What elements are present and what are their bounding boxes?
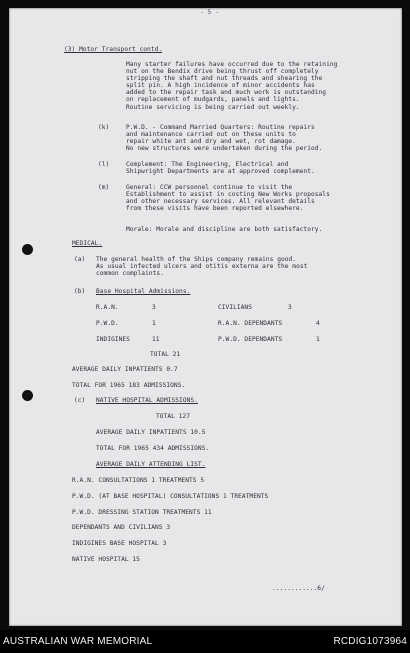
paragraph-line: common complaints. <box>96 270 164 278</box>
paragraph-line: General: CCW personnel continue to visit the <box>126 184 293 191</box>
base-row-right-label: R.A.N. DEPENDANTS <box>218 320 283 327</box>
paragraph-line: stripping the shaft and nut threads and shearing the <box>126 75 323 83</box>
paragraph-line: The general health of the Ships company remains good. <box>96 256 297 263</box>
native-total: TOTAL 127 <box>156 413 190 420</box>
attending-row: R.A.N. CONSULTATIONS 1 TREATMENTS 5 <box>72 477 205 484</box>
base-row-right-value: 4 <box>316 320 320 327</box>
attending-row: INDIGINES BASE HOSPITAL 3 <box>72 540 167 547</box>
paragraph-line: No new structures were undertaken during the period. <box>126 145 323 153</box>
section-heading-motor-transport: (3) Motor Transport contd. <box>64 46 163 53</box>
paragraph-line: from these visits have been reported elsewhere. <box>126 205 304 213</box>
medical-health-paragraph <box>96 256 307 277</box>
paragraph-line: As usual infected ulcers and otitis externa are the most <box>96 263 308 271</box>
base-average-inpatients: AVERAGE DAILY INPATIENTS 0.7 <box>72 366 178 373</box>
item-k-paragraph <box>126 124 322 152</box>
base-row-left-value: 1 <box>152 320 156 327</box>
paragraph-line: and other necessary services. All relevant details <box>126 198 315 206</box>
paragraph-line: P.W.D. - Command Married Quarters: Routine repairs <box>126 124 315 131</box>
archive-footer-bar <box>0 630 410 653</box>
attending-row: DEPENDANTS AND CIVILIANS 3 <box>72 524 171 531</box>
punch-hole-top <box>22 244 33 255</box>
attending-row: P.W.D. DRESSING STATION TREATMENTS 11 <box>72 509 212 516</box>
item-c-marker: (c) <box>74 397 86 404</box>
paragraph-line: Routine servicing is being carried out weekly. <box>126 103 300 111</box>
paragraph-line: Establishment to assist in costing New Works proposals <box>126 191 330 199</box>
attending-row: NATIVE HOSPITAL 15 <box>72 556 140 563</box>
item-m-marker: (m) <box>98 184 110 191</box>
base-row-right-value: 3 <box>288 304 292 311</box>
item-k-marker: (k) <box>98 124 110 131</box>
paragraph-line: on replacement of mudgards, panels and lights. <box>126 96 300 104</box>
base-row-right-value: 1 <box>316 336 320 343</box>
attending-row: P.W.D. (AT BASE HOSPITAL) CONSULTATIONS 1 TREATMENTS <box>72 493 269 500</box>
paragraph-line: nut on the Bendix drive being thrust off completely <box>126 68 319 76</box>
paragraph-line: Complement: The Engineering, Electrical and <box>126 161 289 168</box>
paragraph-line: Shipwright Departments are at approved complement. <box>126 168 315 176</box>
continuation-marker: ............6/ <box>272 585 325 592</box>
item-a-marker: (a) <box>74 256 86 263</box>
morale-line: Morale: Morale and discipline are both satisfactory. <box>126 226 323 233</box>
record-id: RCDIG1073964 <box>333 636 407 647</box>
paragraph-line: Many starter failures have occurred due to the retaining <box>126 61 338 68</box>
base-row-left-label: R.A.N. <box>96 304 119 311</box>
paragraph-line: and maintenance carried out on these units to <box>126 131 296 139</box>
base-row-left-label: P.W.D. <box>96 320 119 327</box>
item-b-marker: (b) <box>74 288 86 295</box>
item-l-paragraph <box>126 161 315 175</box>
punch-hole-bottom <box>22 390 33 401</box>
paragraph-line: split pin. A high incidence of minor accidents has <box>126 82 315 90</box>
section-heading-medical: MEDICAL. <box>72 240 103 247</box>
base-row-right-label: P.W.D. DEPENDANTS <box>218 336 283 343</box>
base-row-left-value: 3 <box>152 304 156 311</box>
paragraph-line: repair white ant and dry and wet, rot damage. <box>126 138 296 146</box>
base-total: TOTAL 21 <box>150 351 181 358</box>
item-l-marker: (l) <box>98 161 110 168</box>
paragraph-line: added to the repair task and much work is outstanding <box>126 89 327 97</box>
base-row-left-value: 11 <box>152 336 160 343</box>
native-average-inpatients: AVERAGE DAILY INPATIENTS 10.5 <box>96 429 206 436</box>
attending-list-heading: AVERAGE DAILY ATTENDING LIST. <box>96 461 206 468</box>
item-m-paragraph <box>126 184 330 212</box>
base-row-left-label: INDIGINES <box>96 336 130 343</box>
base-yearly-total: TOTAL FOR 1965 183 ADMISSIONS. <box>72 382 186 389</box>
base-row-right-label: CIVILIANS <box>218 304 252 311</box>
base-hospital-heading: Base Hospital Admissions. <box>96 288 191 295</box>
page-number: - 5 - <box>200 9 219 16</box>
native-hospital-heading: NATIVE HOSPITAL ADMISSIONS. <box>96 397 198 404</box>
archive-name: AUSTRALIAN WAR MEMORIAL <box>3 636 153 647</box>
motor-transport-paragraph <box>126 61 337 111</box>
native-yearly-total: TOTAL FOR 1965 434 ADMISSIONS. <box>96 445 210 452</box>
